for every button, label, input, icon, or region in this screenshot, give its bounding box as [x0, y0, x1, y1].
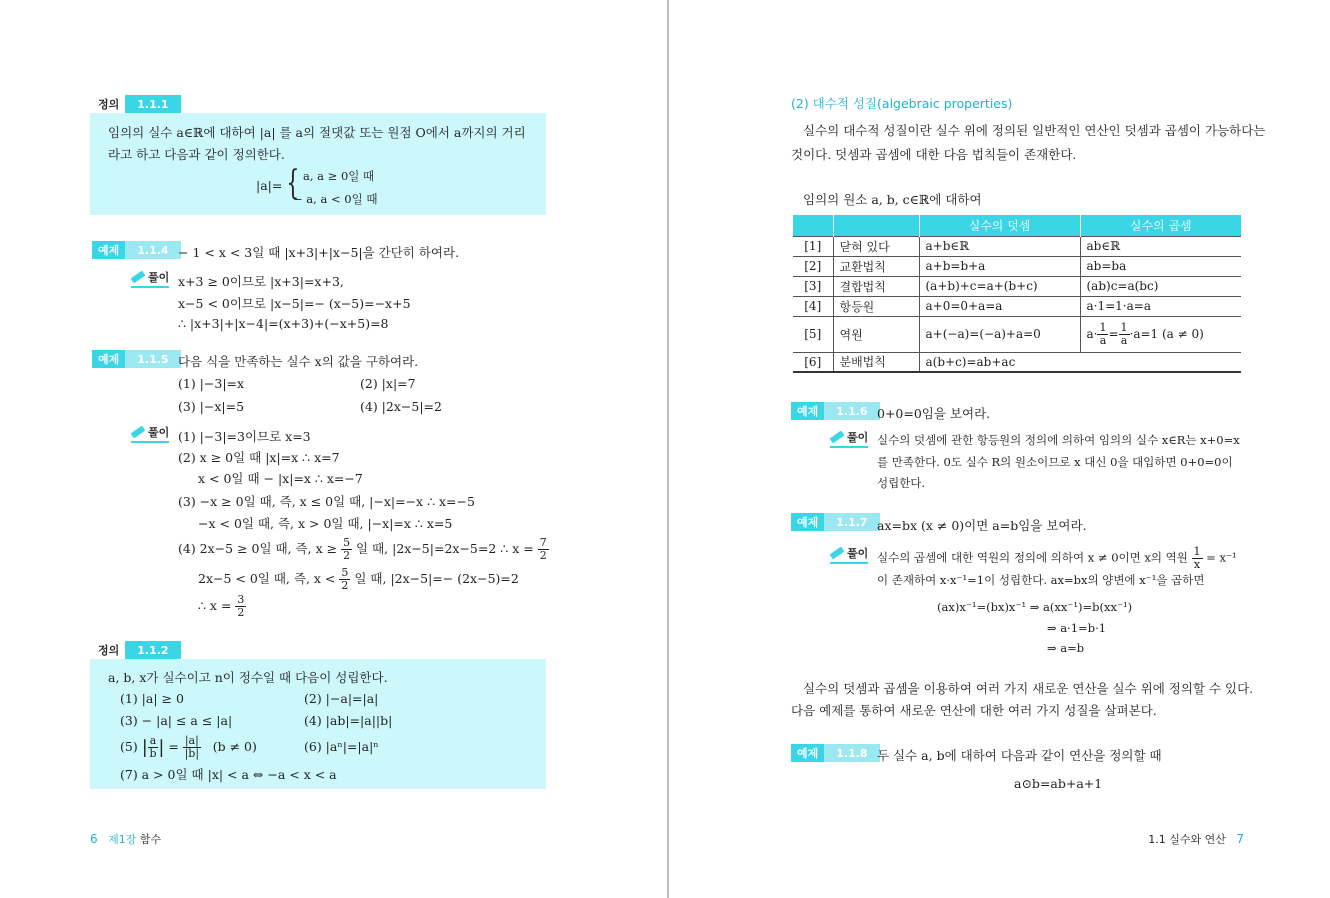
example-number: 1.1.6 [824, 402, 879, 420]
numerator: a [149, 734, 157, 747]
table-cell: a(b+c)=ab+ac [919, 352, 1080, 372]
solution-line [198, 594, 246, 619]
property-item: (4) |ab|=|a||b| [304, 713, 393, 728]
denominator: a [1099, 333, 1107, 347]
definition-tag-1-1-2 [92, 641, 181, 659]
example-tag-1-1-7 [791, 513, 880, 531]
solution-text: ∴ x = [198, 598, 232, 613]
definition-text-line-2: 라고 하고 다음과 같이 정의한다. [108, 147, 285, 162]
table-header: 실수의 곱셈 [1080, 215, 1241, 236]
problem-item: (1) |−3|=x [178, 376, 245, 391]
solution-text: 일 때, |2x−5|=− (2x−5)=2 [354, 571, 519, 586]
equation-line: (ax)x⁻¹=(bx)x⁻¹ ⇒ a(xx⁻¹)=b(xx⁻¹) [937, 600, 1133, 614]
page-number: 7 [1236, 832, 1244, 846]
cell-text: a· [1086, 326, 1098, 341]
solution-label: 풀이 [148, 426, 170, 439]
table-cell: 교환법칙 [833, 256, 919, 276]
equation-line: ⇒ a=b [1047, 641, 1085, 655]
solution-tag [131, 269, 169, 288]
table-cell-empty [1080, 352, 1241, 372]
table-cell: 닫혀 있다 [833, 236, 919, 256]
chapter-label: 제1장 [108, 833, 137, 846]
table-cell: a·1=1·a=a [1080, 296, 1241, 316]
solution-text: = x⁻¹ [1206, 550, 1237, 565]
solution-line: (1) |−3|=3이므로 x=3 [178, 429, 311, 444]
solution-line: 실수의 덧셈에 관한 항등원의 정의에 의하여 임의의 실수 x∈R는 x+0=x [877, 433, 1240, 447]
table-cell: a+b=b+a [919, 256, 1080, 276]
solution-text: 2x−5 < 0일 때, 즉, x < [198, 571, 336, 586]
definition-label: 정의 [92, 95, 125, 113]
table-row [793, 296, 1241, 316]
solution-line: x−5 < 0이므로 |x−5|=− (x−5)=−x+5 [178, 296, 411, 311]
numerator: 1 [1120, 320, 1128, 334]
property-text: (5) [120, 739, 138, 754]
solution-line [877, 546, 1237, 571]
solution-text: 일 때, |2x−5|=2x−5=2 ∴ x = [356, 541, 534, 556]
solution-line: ∴ |x+3|+|x−4|=(x+3)+(−x+5)=8 [178, 316, 389, 331]
chapter-title: 함수 [139, 833, 162, 846]
table-cell: a+(−a)=(−a)+a=0 [919, 316, 1080, 352]
fraction [538, 537, 549, 562]
definition-text-line-1: 임의의 실수 a∈ℝ에 대하여 |a| 를 a의 절댓값 또는 원점 O에서 a까지의 거리 [108, 125, 526, 140]
denominator: |b| [184, 747, 200, 760]
example-label: 예제 [791, 513, 824, 531]
table-cell: [1] [793, 236, 833, 256]
numerator: 5 [341, 566, 349, 579]
example-question: ax=bx (x ≠ 0)이면 a=b임을 보여라. [877, 518, 1087, 533]
numerator: 7 [539, 536, 547, 549]
example-question: 0+0=0임을 보여라. [877, 406, 991, 421]
denominator: b [149, 747, 157, 760]
definition-text: a, b, x가 실수이고 n이 정수일 때 다음이 성립한다. [108, 670, 388, 685]
table-row [793, 236, 1241, 256]
definition-number: 1.1.1 [125, 95, 180, 113]
example-question: 두 실수 a, b에 대하여 다음과 같이 연산을 정의할 때 [877, 748, 1162, 763]
paragraph-line: 것이다. 덧셈과 곱셈에 대한 다음 법칙들이 존재한다. [791, 147, 1077, 162]
example-tag-1-1-6 [791, 402, 880, 420]
table-cell: 분배법칙 [833, 352, 919, 372]
example-number: 1.1.5 [125, 350, 180, 368]
numerator: 1 [1099, 320, 1107, 334]
abs-case-positive: a, a ≥ 0일 때 [303, 169, 375, 183]
paragraph-line: 다음 예제를 통하여 새로운 연산에 대한 여러 가지 성질을 살펴본다. [791, 703, 1157, 718]
solution-line: 를 만족한다. 0도 실수 R의 원소이므로 x 대신 0을 대입하면 0+0=0이 [877, 455, 1233, 469]
example-question: − 1 < x < 3일 때 |x+3|+|x−5|을 간단히 하여라. [178, 245, 460, 260]
paragraph-line: 실수의 덧셈과 곱셈을 이용하여 여러 가지 새로운 연산을 실수 위에 정의할 수 있다. [803, 681, 1254, 696]
property-item: (1) |a| ≥ 0 [120, 691, 184, 706]
fraction [1119, 322, 1130, 347]
table-header-row [793, 215, 1241, 236]
table-cell: a+0=0+a=a [919, 296, 1080, 316]
denominator: x [1193, 558, 1201, 571]
table-cell: [4] [793, 296, 833, 316]
cell-text: ·a=1 (a ≠ 0) [1129, 326, 1204, 341]
fraction [183, 735, 201, 760]
problem-item: (4) |2x−5|=2 [360, 399, 442, 414]
pencil-icon [131, 426, 146, 439]
table-cell: [2] [793, 256, 833, 276]
solution-tag [830, 545, 868, 564]
pencil-icon [830, 547, 845, 560]
solution-line: x < 0일 때 − |x|=x ∴ x=−7 [198, 471, 363, 486]
example-label: 예제 [791, 744, 824, 762]
denominator: 2 [237, 606, 245, 619]
solution-tag [131, 424, 169, 443]
fraction [339, 567, 350, 592]
cases-brace: { [286, 163, 300, 203]
solution-line: (3) −x ≥ 0일 때, 즉, x ≤ 0일 때, |−x|=−x ∴ x=−5 [178, 494, 475, 509]
section-heading: (2) 대수적 성질(algebraic properties) [791, 96, 1013, 111]
table-cell: a+b∈ℝ [919, 236, 1080, 256]
paragraph-line: 실수의 대수적 성질이란 실수 위에 정의된 일반적인 연산인 덧셈과 곱셈이 가능하다는 [803, 123, 1266, 138]
table-cell: (ab)c=a(bc) [1080, 276, 1241, 296]
table-cell: 결합법칙 [833, 276, 919, 296]
operation-definition: a⊙b=ab+a+1 [1014, 776, 1103, 791]
table-header [793, 215, 833, 236]
equation-line: ⇒ a·1=b·1 [1047, 621, 1107, 635]
example-tag-1-1-4 [92, 241, 181, 259]
pencil-icon [131, 271, 146, 284]
example-label: 예제 [92, 241, 125, 259]
table-row [793, 276, 1241, 296]
example-number: 1.1.8 [824, 744, 879, 762]
definition-label: 정의 [92, 641, 125, 659]
solution-line: −x < 0일 때, 즉, x > 0일 때, |−x|=x ∴ x=5 [198, 516, 453, 531]
page-number: 6 [90, 832, 98, 846]
abs-definition-lhs: |a|= [256, 178, 283, 193]
fraction [1192, 546, 1203, 571]
example-number: 1.1.7 [824, 513, 879, 531]
table-cell: ab=ba [1080, 256, 1241, 276]
page-footer-left [90, 831, 161, 847]
cell-text: = [1108, 326, 1119, 341]
property-item: (5) | $\frac{a}{b}$ | = $\frac{|a|}{|b|}$ (b ≠ 0) [120, 734, 257, 760]
numerator: |a| [184, 734, 199, 747]
denominator: a [1120, 333, 1128, 347]
table-intro: 임의의 원소 a, b, c∈ℝ에 대하여 [803, 192, 982, 207]
fraction [341, 537, 352, 562]
property-item: (3) − |a| ≤ a ≤ |a| [120, 713, 233, 728]
example-tag-1-1-8 [791, 744, 880, 762]
definition-number: 1.1.2 [125, 641, 180, 659]
fraction [235, 594, 246, 619]
solution-line: (2) x ≥ 0일 때 |x|=x ∴ x=7 [178, 450, 340, 465]
fraction [1097, 322, 1108, 347]
definition-tag-1-1-1 [92, 95, 181, 113]
table-cell: [3] [793, 276, 833, 296]
solution-tag [830, 429, 868, 448]
solution-label: 풀이 [847, 431, 869, 444]
example-tag-1-1-5 [92, 350, 181, 368]
property-text: (b ≠ 0) [212, 739, 257, 754]
denominator: 2 [539, 549, 547, 562]
denominator: 2 [341, 579, 349, 592]
solution-text: 실수의 곱셈에 대한 역원의 정의에 의하여 x ≠ 0이면 x의 역원 [877, 550, 1188, 565]
numerator: 1 [1193, 545, 1201, 558]
table-cell: (a+b)+c=a+(b+c) [919, 276, 1080, 296]
numerator: 5 [343, 536, 351, 549]
example-number: 1.1.4 [125, 241, 180, 259]
property-item: (6) |aⁿ|=|a|ⁿ [304, 739, 379, 754]
example-question: 다음 식을 만족하는 실수 x의 값을 구하여라. [178, 354, 419, 369]
page-footer-right [1148, 831, 1244, 847]
table-row [793, 256, 1241, 276]
abs-case-negative: − a, a < 0일 때 [293, 192, 378, 206]
table-header [833, 215, 919, 236]
right-page [669, 0, 1330, 898]
solution-line [198, 567, 519, 592]
properties-table [793, 215, 1241, 373]
denominator: 2 [343, 549, 351, 562]
solution-line: x+3 ≥ 0이므로 |x+3|=x+3, [178, 274, 344, 289]
table-header: 실수의 덧셈 [919, 215, 1080, 236]
fraction [148, 735, 159, 760]
property-item: (7) a > 0일 때 |x| < a ⇔ −a < x < a [120, 767, 337, 782]
solution-label: 풀이 [148, 271, 170, 284]
table-cell: [5] [793, 316, 833, 352]
solution-line: 이 존재하여 x·x⁻¹=1이 성립한다. ax=bx의 양변에 x⁻¹을 곱하면 [877, 573, 1205, 587]
solution-text: (4) 2x−5 ≥ 0일 때, 즉, x ≥ [178, 541, 338, 556]
solution-line [178, 537, 549, 562]
numerator: 3 [237, 593, 245, 606]
pencil-icon [830, 431, 845, 444]
table-cell: 항등원 [833, 296, 919, 316]
table-cell: [6] [793, 352, 833, 372]
table-cell: 역원 [833, 316, 919, 352]
property-item: (2) |−a|=|a| [304, 691, 379, 706]
table-cell: ab∈ℝ [1080, 236, 1241, 256]
section-label: 1.1 실수와 연산 [1148, 833, 1226, 846]
problem-item: (2) |x|=7 [360, 376, 416, 391]
example-label: 예제 [92, 350, 125, 368]
table-cell-inverse-mul [1080, 316, 1241, 352]
example-label: 예제 [791, 402, 824, 420]
solution-label: 풀이 [847, 547, 869, 560]
solution-line: 성립한다. [877, 476, 926, 490]
table-row [793, 316, 1241, 352]
problem-item: (3) |−x|=5 [178, 399, 245, 414]
table-row [793, 352, 1241, 372]
